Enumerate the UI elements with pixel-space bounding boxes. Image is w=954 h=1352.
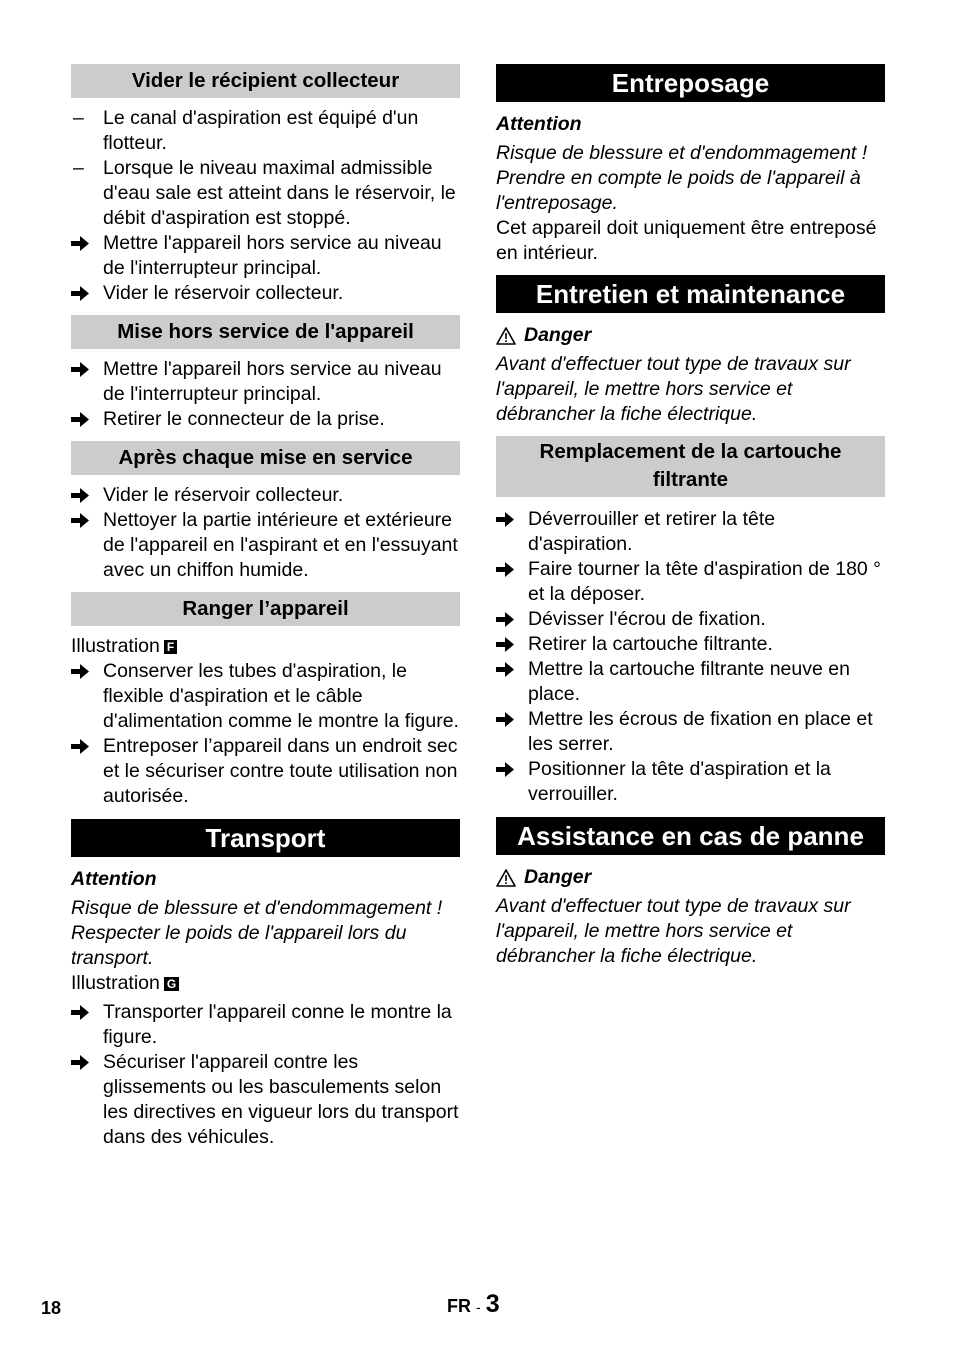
attention-label: Attention [71,868,157,890]
arrow-right-icon [496,607,520,627]
list-item: Mettre les écrous de fixation en place et les serrer. [496,707,885,757]
arrow-right-icon [71,281,95,301]
right-column [496,64,885,969]
heading-apres-mise-en-service: Après chaque mise en service [71,441,460,475]
body-text: Cet appareil doit uniquement être entreposé en intérieur. [496,217,877,264]
arrow-right-icon [496,507,520,527]
danger-text: Avant d'effectuer tout type de travaux sur l'appareil, le mettre hors service et débrancher la fiche électrique. [496,353,851,425]
warning-text: Risque de blessure et d'endommagement ! Respecter le poids de l'appareil lors du transport. [71,897,443,969]
list-item: Entreposer l’appareil dans un endroit sec et le sécuriser contre toute utilisation non autorisée. [71,734,460,809]
arrow-right-icon [496,707,520,727]
danger-text: Avant d'effectuer tout type de travaux sur l'appareil, le mettre hors service et débrancher la fiche électrique. [496,895,851,967]
dash-bullet: – [73,107,84,129]
list-item: Positionner la tête d'aspiration et la verrouiller. [496,757,885,807]
list-item: Transporter l'appareil conne le montre la figure. [71,1000,460,1050]
arrow-right-icon [71,734,95,754]
heading-mise-hors-service: Mise hors service de l'appareil [71,315,460,349]
list-item: Mettre l'appareil hors service au niveau de l'interrupteur principal. [71,357,460,407]
heading-remplacement-cartouche: Remplacement de la cartouche filtrante [496,436,885,497]
arrow-right-icon [71,357,95,377]
warning-triangle-icon [496,869,516,887]
illustration-letter-badge: G [164,977,179,991]
heading-ranger-appareil: Ranger l’appareil [71,592,460,626]
arrow-right-icon [71,1050,95,1070]
arrow-right-icon [71,1000,95,1020]
list-item: Retirer la cartouche filtrante. [496,632,885,657]
arrow-right-icon [496,557,520,577]
list-item: Vider le réservoir collecteur. [71,483,460,508]
arrow-right-icon [71,483,95,503]
warning-triangle-icon [496,327,516,345]
list-item: – Lorsque le niveau maximal admissible d'eau sale est atteint dans le réservoir, le débit d'aspiration est stoppé. [73,157,456,229]
attention-label: Attention [496,113,582,135]
illustration-ref: Illustration G [71,971,460,996]
list-item: Nettoyer la partie intérieure et extérieure de l'appareil en l'aspirant et en l'essuyant avec un chiffon humide. [71,508,460,583]
list-item: Retirer le connecteur de la prise. [71,407,460,432]
arrow-right-icon [71,231,95,251]
danger-label: Danger [496,865,885,890]
danger-label: Danger [496,323,885,348]
illustration-ref: Illustration F [71,634,460,659]
dash-bullet: – [73,157,84,179]
warning-text: Risque de blessure et d'endommagement ! Prendre en compte le poids de l'appareil à l'entreposage. [496,142,868,214]
arrow-right-icon [496,657,520,677]
list-item: Sécuriser l'appareil contre les glissements ou les basculements selon les directives en vigueur lors du transport dans des véhicules. [71,1050,460,1150]
list-item: Vider le réservoir collecteur. [71,281,460,306]
page-number: 18 [41,1298,62,1318]
list-item: – Le canal d'aspiration est équipé d'un flotteur. [73,107,419,154]
section-indicator: FR - 3 [447,1290,500,1318]
heading-vider-recipient: Vider le récipient collecteur [71,64,460,98]
arrow-right-icon [496,757,520,777]
list-item: Mettre la cartouche filtrante neuve en place. [496,657,885,707]
list-item: Dévisser l'écrou de fixation. [496,607,885,632]
list-item: Conserver les tubes d'aspiration, le flexible d'aspiration et le câble d'alimentation comme le montre la figure. [71,659,460,734]
left-column [71,64,460,1150]
list-item: Faire tourner la tête d'aspiration de 180 ° et la déposer. [496,557,885,607]
list-item: Mettre l'appareil hors service au niveau de l'interrupteur principal. [71,231,460,281]
heading-entretien: Entretien et maintenance [496,275,885,313]
heading-transport: Transport [71,819,460,857]
heading-assistance-panne: Assistance en cas de panne [496,817,885,855]
heading-entreposage: Entreposage [496,64,885,102]
list-item: Déverrouiller et retirer la tête d'aspiration. [496,507,885,557]
illustration-letter-badge: F [164,640,177,654]
arrow-right-icon [496,632,520,652]
arrow-right-icon [71,508,95,528]
arrow-right-icon [71,407,95,427]
arrow-right-icon [71,659,95,679]
